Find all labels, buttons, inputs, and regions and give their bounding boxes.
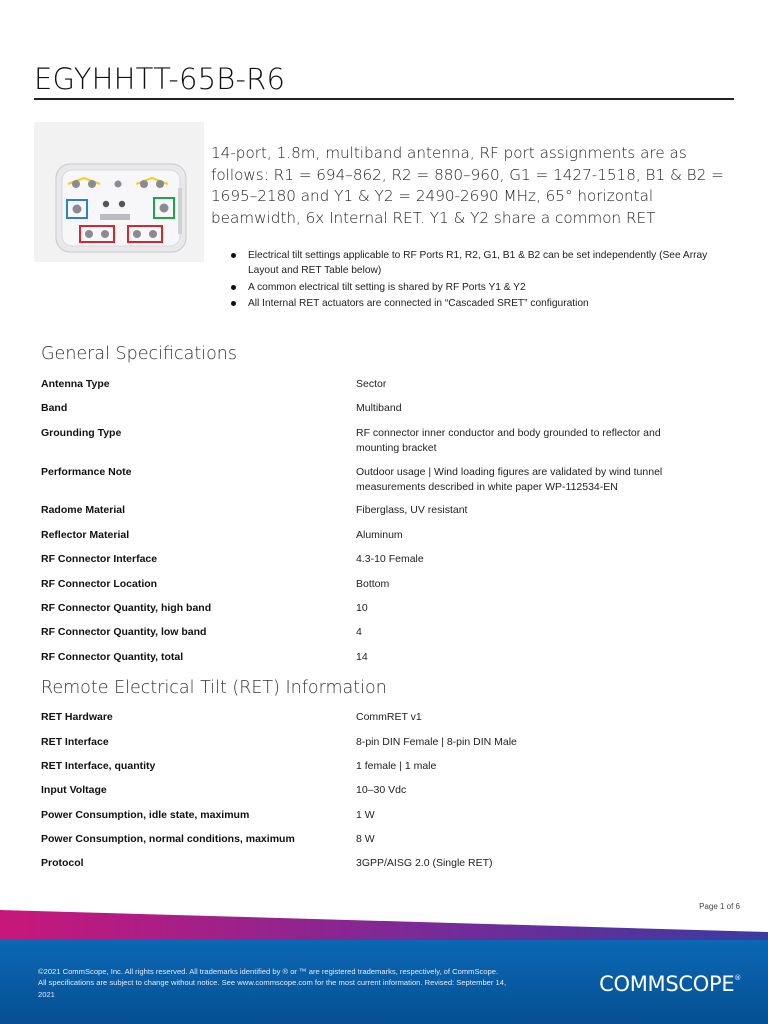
spec-value: 4.3-10 Female <box>356 553 424 565</box>
spec-label: RET Interface <box>41 736 109 748</box>
spec-value: Aluminum <box>356 529 403 541</box>
antenna-bottom-illustration <box>34 122 204 262</box>
ret-information-heading: Remote Electrical Tilt (RET) Information <box>41 678 387 698</box>
logo-registered-mark: ® <box>734 974 741 982</box>
spec-value: Fiberglass, UV resistant <box>356 504 468 516</box>
spec-label: RF Connector Quantity, low band <box>41 626 207 638</box>
spec-value: 8-pin DIN Female | 8-pin DIN Male <box>356 736 517 748</box>
page-title: EGYHHTT-65B-R6 <box>34 62 286 96</box>
spec-value: Bottom <box>356 578 390 590</box>
spec-value: RF connector inner conductor and body grounded to reflector and mounting bracket <box>356 427 661 454</box>
spec-label: Power Consumption, idle state, maximum <box>41 809 250 821</box>
logo-text: COMMSCOPE <box>599 972 735 996</box>
spec-label: Input Voltage <box>41 784 107 796</box>
spec-value: 14 <box>356 651 368 663</box>
feature-bullet: Electrical tilt settings applicable to RF Ports R1, R2, G1, B1 & B2 can be set independently (See Array Layout and RET Table below) <box>230 248 725 279</box>
spec-label: RF Connector Quantity, total <box>41 651 184 663</box>
spec-value: Multiband <box>356 402 402 414</box>
page-number: Page 1 of 6 <box>699 902 740 911</box>
spec-value: Sector <box>356 378 387 390</box>
spec-value: 1 female | 1 male <box>356 760 437 772</box>
spec-value: 8 W <box>356 833 375 845</box>
spec-value: 3GPP/AISG 2.0 (Single RET) <box>356 857 493 869</box>
spec-value: 10–30 Vdc <box>356 784 407 796</box>
feature-bullet: A common electrical tilt setting is shared by RF Ports Y1 & Y2 <box>230 280 725 295</box>
spec-value: 1 W <box>356 809 375 821</box>
spec-label: Reflector Material <box>41 529 130 541</box>
spec-value: CommRET v1 <box>356 711 422 723</box>
product-description: 14-port, 1.8m, multiband antenna, RF port assignments are as follows: R1 = 694–862, R2 = 880–960, G1 = 1427-1518, B1 & B2 = 1695–2180 and Y1 & Y2 = 2490-2690 MHz, 65° horizontal beamwidth, 6x Internal RET. Y1 & Y2 share a common RET <box>211 144 724 227</box>
feature-bullet-list <box>230 248 725 312</box>
spec-value: Outdoor usage | Wind loading figures are validated by wind tunnel measurements described in white paper WP-112534-EN <box>356 466 663 493</box>
product-image <box>34 122 204 262</box>
spec-label: RF Connector Quantity, high band <box>41 602 212 614</box>
footer-legal-text: ©2021 CommScope, Inc. All rights reserved. All trademarks identified by ® or ™ are registered trademarks, respectively, of CommScope. All specifications are subject to change without notice. See www.commscope.com for the most current information. Revised: September 14, 2021 <box>38 967 507 999</box>
spec-label: Protocol <box>41 857 84 869</box>
general-specifications-heading: General Specifications <box>41 344 238 364</box>
spec-label: RF Connector Location <box>41 578 158 590</box>
spec-value: 4 <box>356 626 362 638</box>
spec-label: Performance Note <box>41 466 132 478</box>
spec-value: 10 <box>356 602 368 614</box>
spec-label: Band <box>41 402 68 414</box>
title-divider <box>34 98 734 100</box>
commscope-logo <box>599 972 741 996</box>
spec-label: Grounding Type <box>41 427 122 439</box>
spec-label: Power Consumption, normal conditions, maximum <box>41 833 295 845</box>
spec-label: RF Connector Interface <box>41 553 158 565</box>
spec-label: RET Hardware <box>41 711 113 723</box>
spec-label: Radome Material <box>41 504 126 516</box>
spec-label: Antenna Type <box>41 378 110 390</box>
footer-band <box>0 898 768 1024</box>
spec-label: RET Interface, quantity <box>41 760 156 772</box>
feature-bullet: All Internal RET actuators are connected in “Cascaded SRET” configuration <box>230 296 725 311</box>
